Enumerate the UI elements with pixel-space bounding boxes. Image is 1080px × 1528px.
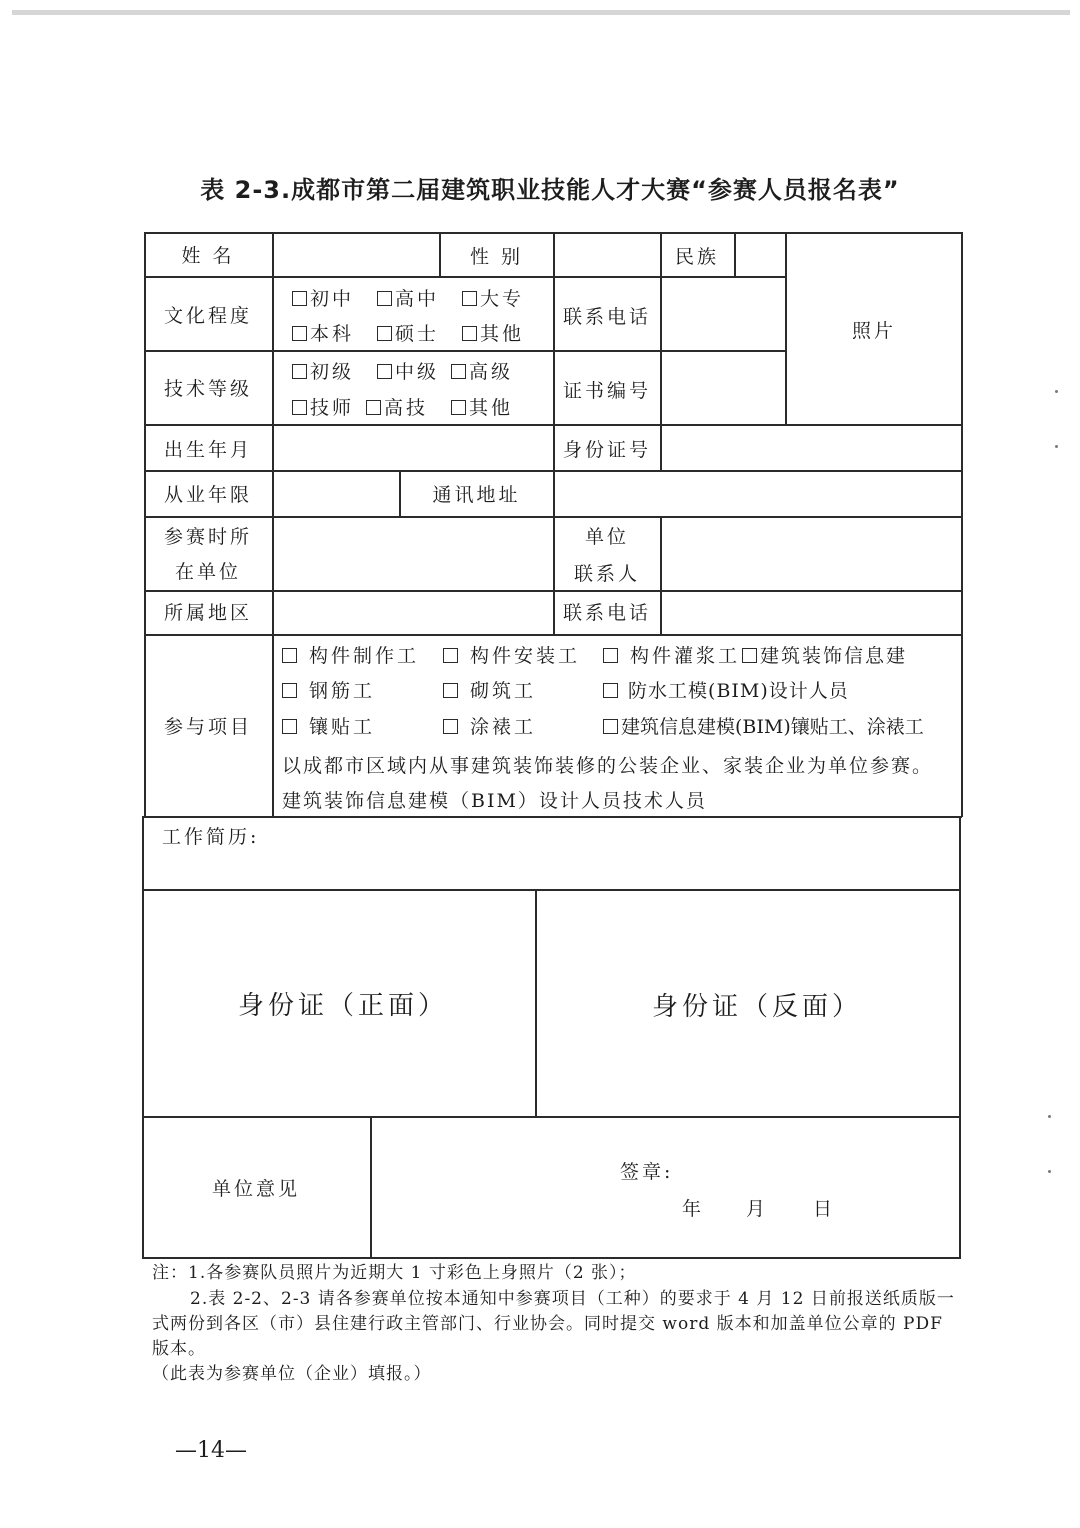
project-option[interactable]: 防水工模(BIM)设计人员: [603, 680, 849, 702]
label-education: 文化程度: [163, 305, 252, 327]
rule-col-label: [272, 232, 274, 816]
rule-col-addr: [553, 470, 555, 516]
edu-option[interactable]: 初中: [292, 288, 354, 310]
checkbox-icon[interactable]: [603, 683, 618, 698]
checkbox-icon[interactable]: [451, 364, 466, 379]
rule-row8: [142, 816, 962, 818]
checkbox-icon[interactable]: [366, 400, 381, 415]
label-region: 所属地区: [163, 602, 252, 624]
label-unit-line2: 在单位: [174, 561, 241, 583]
checkbox-icon[interactable]: [462, 291, 477, 306]
skill-option[interactable]: 高级: [451, 361, 513, 383]
label-photo: 照片: [851, 320, 896, 342]
rule-col-value2: [660, 516, 662, 634]
project-option[interactable]: 砌筑工: [443, 680, 536, 702]
label-gender: 性 别: [469, 246, 524, 268]
skill-option[interactable]: 中级: [377, 361, 439, 383]
label-skill-level: 技术等级: [163, 378, 252, 400]
label-month: 月: [746, 1198, 769, 1220]
label-name: 姓 名: [181, 245, 235, 267]
project-option[interactable]: 构件制作工: [282, 645, 419, 667]
checkbox-icon[interactable]: [603, 648, 618, 663]
edu-option[interactable]: 大专: [462, 288, 524, 310]
skill-option[interactable]: 其他: [451, 397, 513, 419]
edu-option[interactable]: 其他: [462, 323, 524, 345]
skill-option[interactable]: 高技: [366, 397, 428, 419]
checkbox-icon[interactable]: [377, 326, 392, 341]
project-option[interactable]: 涂裱工: [443, 716, 536, 738]
label-birth: 出生年月: [163, 439, 252, 461]
rule-row1: [144, 276, 786, 278]
label-id-no: 身份证号: [562, 439, 651, 461]
edu-option[interactable]: 本科: [292, 323, 354, 345]
note-line-4: 版本。: [152, 1339, 206, 1359]
lower-border-right: [959, 816, 961, 1258]
project-option[interactable]: 构件安装工: [443, 645, 580, 667]
label-projects: 参与项目: [163, 716, 252, 738]
rule-resume-bottom: [142, 889, 960, 891]
rule-id-bottom: [142, 1116, 960, 1118]
rule-col-mid: [553, 232, 555, 470]
label-day: 日: [813, 1198, 836, 1220]
skill-option[interactable]: 初级: [292, 361, 354, 383]
label-address: 通讯地址: [432, 484, 521, 506]
label-resume: 工作简历:: [162, 826, 260, 848]
project-option[interactable]: 建筑信息建模(BIM)镶贴工、涂裱工: [603, 716, 924, 738]
checkbox-icon[interactable]: [282, 719, 297, 734]
checkbox-icon[interactable]: [377, 291, 392, 306]
checkbox-icon[interactable]: [292, 364, 307, 379]
label-cert-no: 证书编号: [562, 380, 651, 402]
note-line-1: 注：1.各参赛队员照片为近期大 1 寸彩色上身照片（2 张）；: [152, 1263, 637, 1283]
project-option[interactable]: 建筑装饰信息建: [742, 645, 907, 667]
label-contact-line1: 单位: [584, 526, 629, 548]
skill-option[interactable]: 技师: [292, 397, 354, 419]
label-phone: 联系电话: [562, 306, 651, 328]
checkbox-icon[interactable]: [462, 326, 477, 341]
label-id-back: 身份证（反面）: [652, 992, 863, 1022]
label-ethnicity: 民族: [674, 246, 719, 268]
page-number: —14—: [175, 1438, 247, 1463]
label-phone2: 联系电话: [562, 602, 651, 624]
rule-row7: [144, 634, 962, 636]
label-years: 从业年限: [163, 484, 252, 506]
rule-row2: [144, 350, 786, 352]
checkbox-icon[interactable]: [443, 719, 458, 734]
checkbox-icon[interactable]: [443, 683, 458, 698]
edu-option[interactable]: 高中: [377, 288, 439, 310]
checkbox-icon[interactable]: [292, 400, 307, 415]
project-option[interactable]: 钢筋工: [282, 680, 375, 702]
checkbox-icon[interactable]: [282, 683, 297, 698]
edu-option[interactable]: 硕士: [377, 323, 439, 345]
project-note-2: 建筑装饰信息建模（BIM）设计人员技术人员: [282, 790, 707, 812]
rule-opinion-split: [370, 1116, 372, 1258]
checkbox-icon[interactable]: [603, 719, 618, 734]
project-option[interactable]: 镶贴工: [282, 716, 375, 738]
checkbox-icon[interactable]: [377, 364, 392, 379]
project-option[interactable]: 构件灌浆工: [603, 645, 740, 667]
table-border-bottom: [142, 1257, 961, 1259]
checkbox-icon[interactable]: [282, 648, 297, 663]
checkbox-icon[interactable]: [292, 326, 307, 341]
rule-id-split: [535, 889, 537, 1117]
rule-col-eth: [734, 232, 736, 276]
checkbox-icon[interactable]: [443, 648, 458, 663]
label-seal: 签章:: [620, 1161, 674, 1183]
project-note-1: 以成都市区域内从事建筑装饰装修的公装企业、家装企业为单位参赛。: [282, 755, 934, 777]
label-year: 年: [682, 1198, 705, 1220]
label-unit-opinion: 单位意见: [211, 1178, 300, 1200]
note-line-2: 2.表 2-2、2-3 请各参赛单位按本通知中参赛项目（工种）的要求于 4 月 12 日前报送纸质版一: [190, 1289, 955, 1309]
checkbox-icon[interactable]: [292, 291, 307, 306]
checkbox-icon[interactable]: [742, 648, 757, 663]
label-contact-line2: 联系人: [573, 563, 640, 585]
form-title: 表 2-3.成都市第二届建筑职业技能人才大赛“参赛人员报名表”: [200, 176, 900, 204]
note-line-3: 式两份到各区（市）县住建行政主管部门、行业协会。同时提交 word 版本和加盖单位公章的 PDF: [152, 1314, 943, 1334]
label-unit-line1: 参赛时所: [163, 526, 252, 548]
note-line-5: （此表为参赛单位（企业）填报。）: [152, 1364, 432, 1384]
label-id-front: 身份证（正面）: [238, 991, 449, 1021]
checkbox-icon[interactable]: [451, 400, 466, 415]
